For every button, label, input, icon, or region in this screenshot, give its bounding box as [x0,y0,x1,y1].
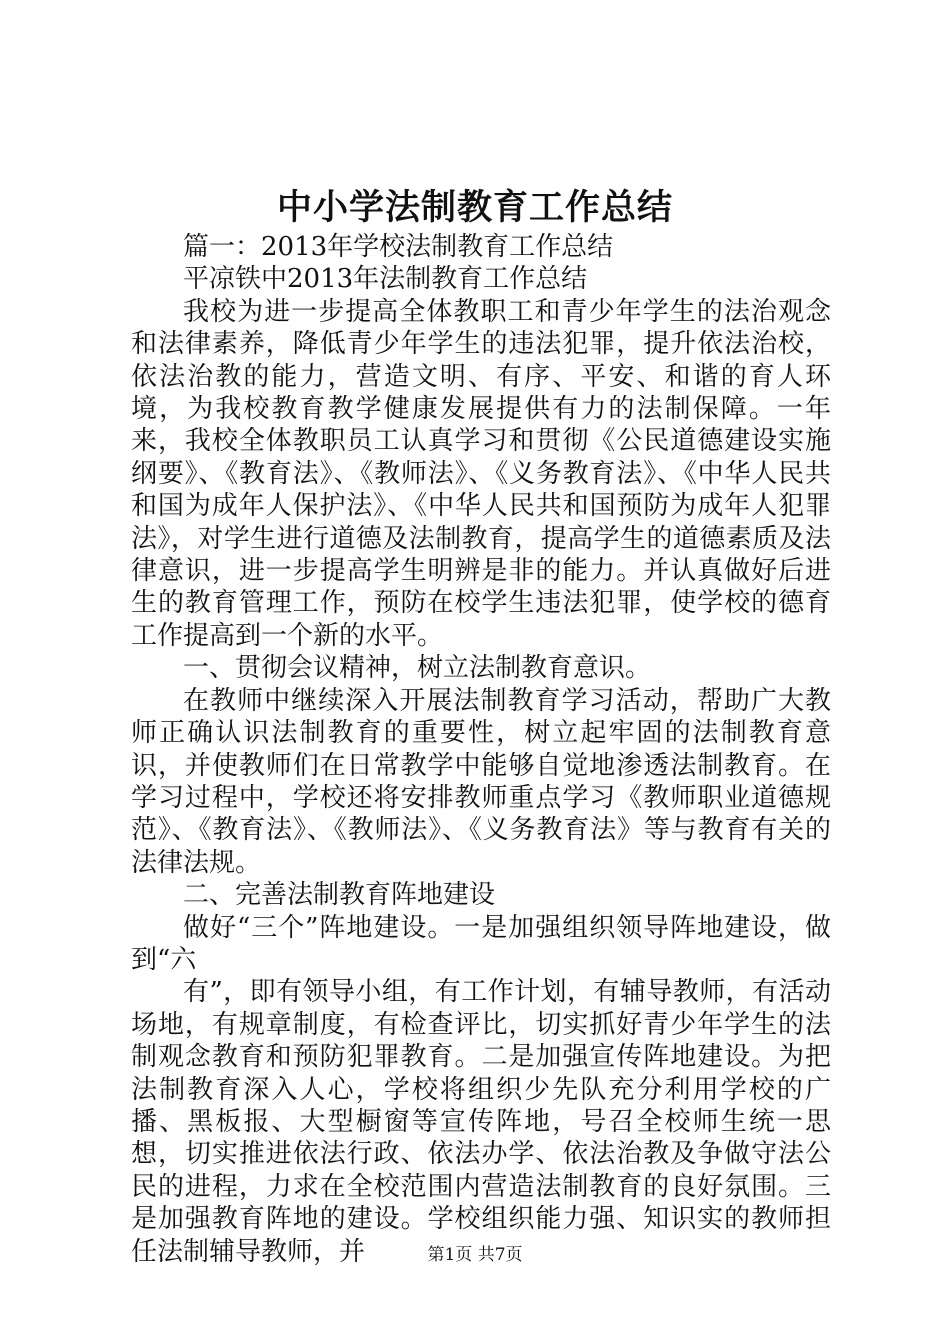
paragraph-section-2a: 做好“三个”阵地建设。一是加强组织领导阵地建设，做到“六 [131,912,831,975]
section-heading-2: 二、完善法制教育阵地建设 [183,880,496,911]
section-heading-1: 一、贯彻会议精神，树立法制教育意识。 [183,653,652,684]
paragraph-section-2b: 有”，即有领导小组，有工作计划，有辅导教师，有活动场地，有规章制度，有检查评比，切实抓好青少年学生的法制观念教育和预防犯罪教育。二是加强宣传阵地建设。为把法制教育深入人心，学校将组织少先队充分利用学校的广播、黑板报、大型橱窗等宣传阵地，号召全校师生统一思想，切实推进依法行政、依法办学、依法治教及争做守法公民的进程，力求在全校范围内营造法制教育的良好氛围。三是加强教育阵地的建设。学校组织能力强、知识实的教师担任法制辅导教师，并 [131,977,831,1267]
paragraph-subtitle: 篇一：2013年学校法制教育工作总结 [183,232,614,262]
paragraph-section-1: 在教师中继续深入开展法制教育学习活动，帮助广大教师正确认识法制教育的重要性，树立起牢固的法制教育意识，并使教师们在日常教学中能够自觉地渗透法制教育。在学习过程中，学校还将安排教师重点学习《教师职业道德规范》、《教育法》、《教师法》、《义务教育法》等与教育有关的法律法规。 [131,685,831,878]
paragraph-heading: 平凉铁中2013年法制教育工作总结 [183,264,588,295]
page-number: 第1页 共7页 [427,1245,523,1265]
paragraph-intro: 我校为进一步提高全体教职工和青少年学生的法治观念和法律素养，降低青少年学生的违法犯罪，提升依法治校，依法治教的能力，营造文明、有序、平安、和谐的育人环境，为我校教育教学健康发展提供有力的法制保障。一年来，我校全体教职员工认真学习和贯彻《公民道德建设实施纲要》、《教育法》、《教师法》、《义务教育法》、《中华人民共和国为成年人保护法》、《中华人民共和国预防为成年人犯罪法》，对学生进行道德及法制教育，提高学生的道德素质及法律意识，进一步提高学生明辨是非的能力。并认真做好后进生的教育管理工作，预防在校学生违法犯罪，使学校的德育工作提高到一个新的水平。 [131,296,831,651]
document-body [131,231,831,1268]
document-title: 中小学法制教育工作总结 [276,187,673,228]
